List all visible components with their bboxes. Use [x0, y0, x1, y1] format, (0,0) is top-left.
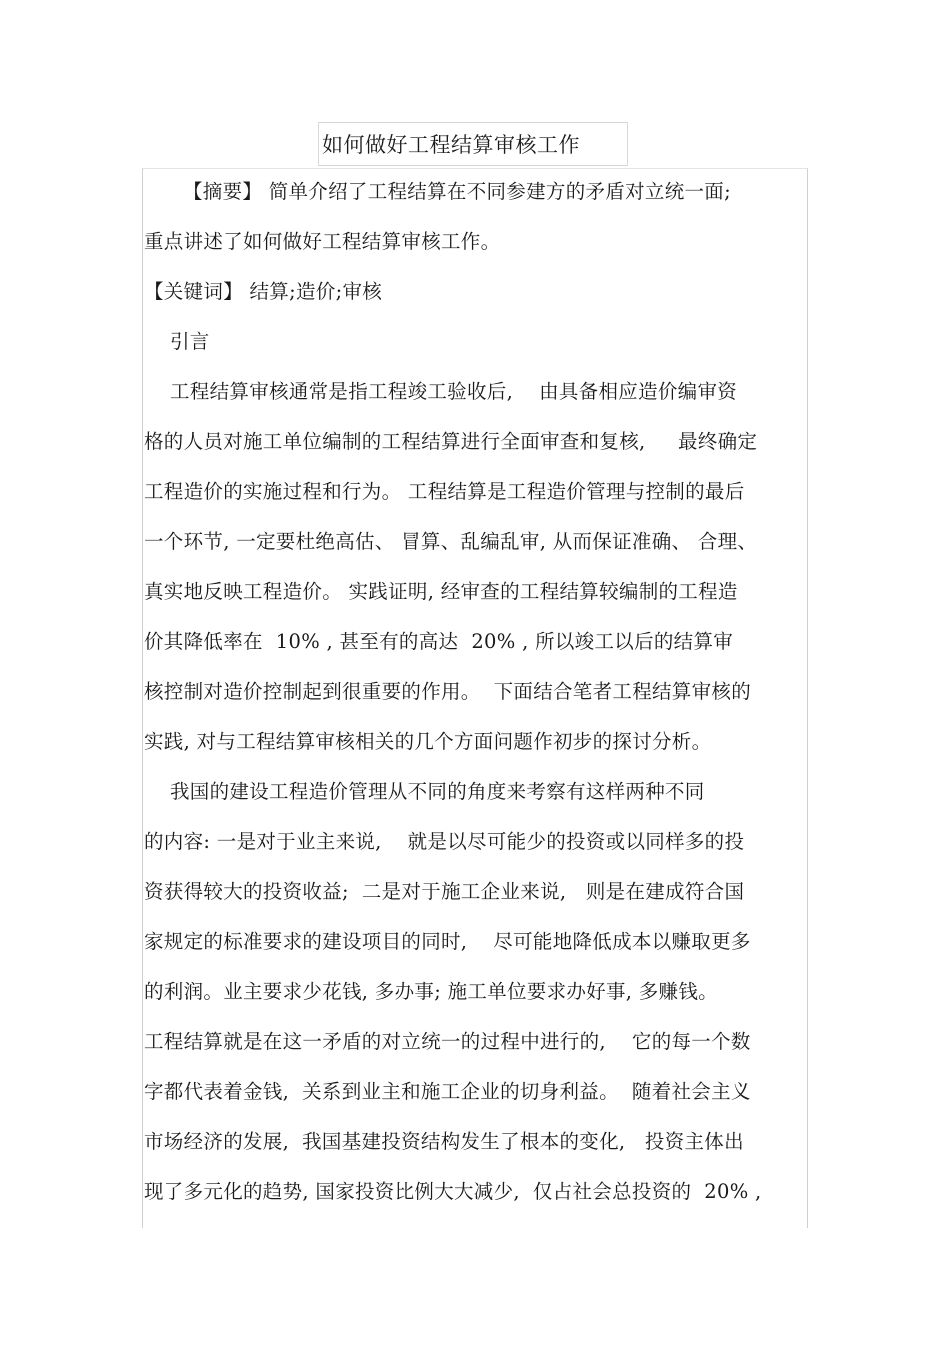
text-line: 家规定的标准要求的建设项目的同时, 尽可能地降低成本以赚取更多 — [144, 930, 751, 953]
text-line: 重点讲述了如何做好工程结算审核工作。 — [144, 230, 501, 253]
text-line: 的利润。业主要求少花钱, 多办事; 施工单位要求办好事, 多赚钱。 — [144, 980, 718, 1003]
text-line: 真实地反映工程造价。 实践证明, 经审查的工程结算较编制的工程造 — [144, 580, 738, 603]
text-line: 实践, 对与工程结算审核相关的几个方面问题作初步的探讨分析。 — [144, 730, 712, 753]
text-line: 工程结算审核通常是指工程竣工验收后, 由具备相应造价编审资 — [144, 380, 738, 403]
text-line: 一个环节, 一定要杜绝高估、 冒算、乱编乱审, 从而保证准确、 合理、 — [144, 530, 758, 553]
text-line: 资获得较大的投资收益; 二是对于施工企业来说, 则是在建成符合国 — [144, 880, 745, 903]
text-line: 市场经济的发展, 我国基建投资结构发生了根本的变化, 投资主体出 — [144, 1130, 744, 1153]
text-line: 价其降低率在 10% , 甚至有的高达 20% , 所以竣工以后的结算审 — [144, 630, 734, 653]
text-line: 我国的建设工程造价管理从不同的角度来考察有这样两种不同 — [144, 780, 705, 803]
text-line: 字都代表着金钱, 关系到业主和施工企业的切身利益。 随着社会主义 — [144, 1080, 751, 1103]
text-line: 格的人员对施工单位编制的工程结算进行全面审查和复核, 最终确定 — [144, 430, 758, 453]
text-line: 工程结算就是在这一矛盾的对立统一的过程中进行的, 它的每一个数 — [144, 1030, 751, 1053]
text-line: 核控制对造价控制起到很重要的作用。 下面结合笔者工程结算审核的 — [144, 680, 751, 703]
text-line: 【摘要】 简单介绍了工程结算在不同参建方的矛盾对立统一面; — [144, 180, 731, 203]
text-line: 工程造价的实施过程和行为。 工程结算是工程造价管理与控制的最后 — [144, 480, 745, 503]
text-line: 现了多元化的趋势, 国家投资比例大大减少, 仅占社会总投资的 20% , — [144, 1180, 762, 1203]
document-title: 如何做好工程结算审核工作 — [322, 133, 580, 157]
text-line: 的内容: 一是对于业主来说, 就是以尽可能少的投资或以同样多的投 — [144, 830, 745, 853]
text-line: 【关键词】 结算;造价;审核 — [144, 280, 383, 303]
text-line: 引言 — [144, 330, 210, 353]
